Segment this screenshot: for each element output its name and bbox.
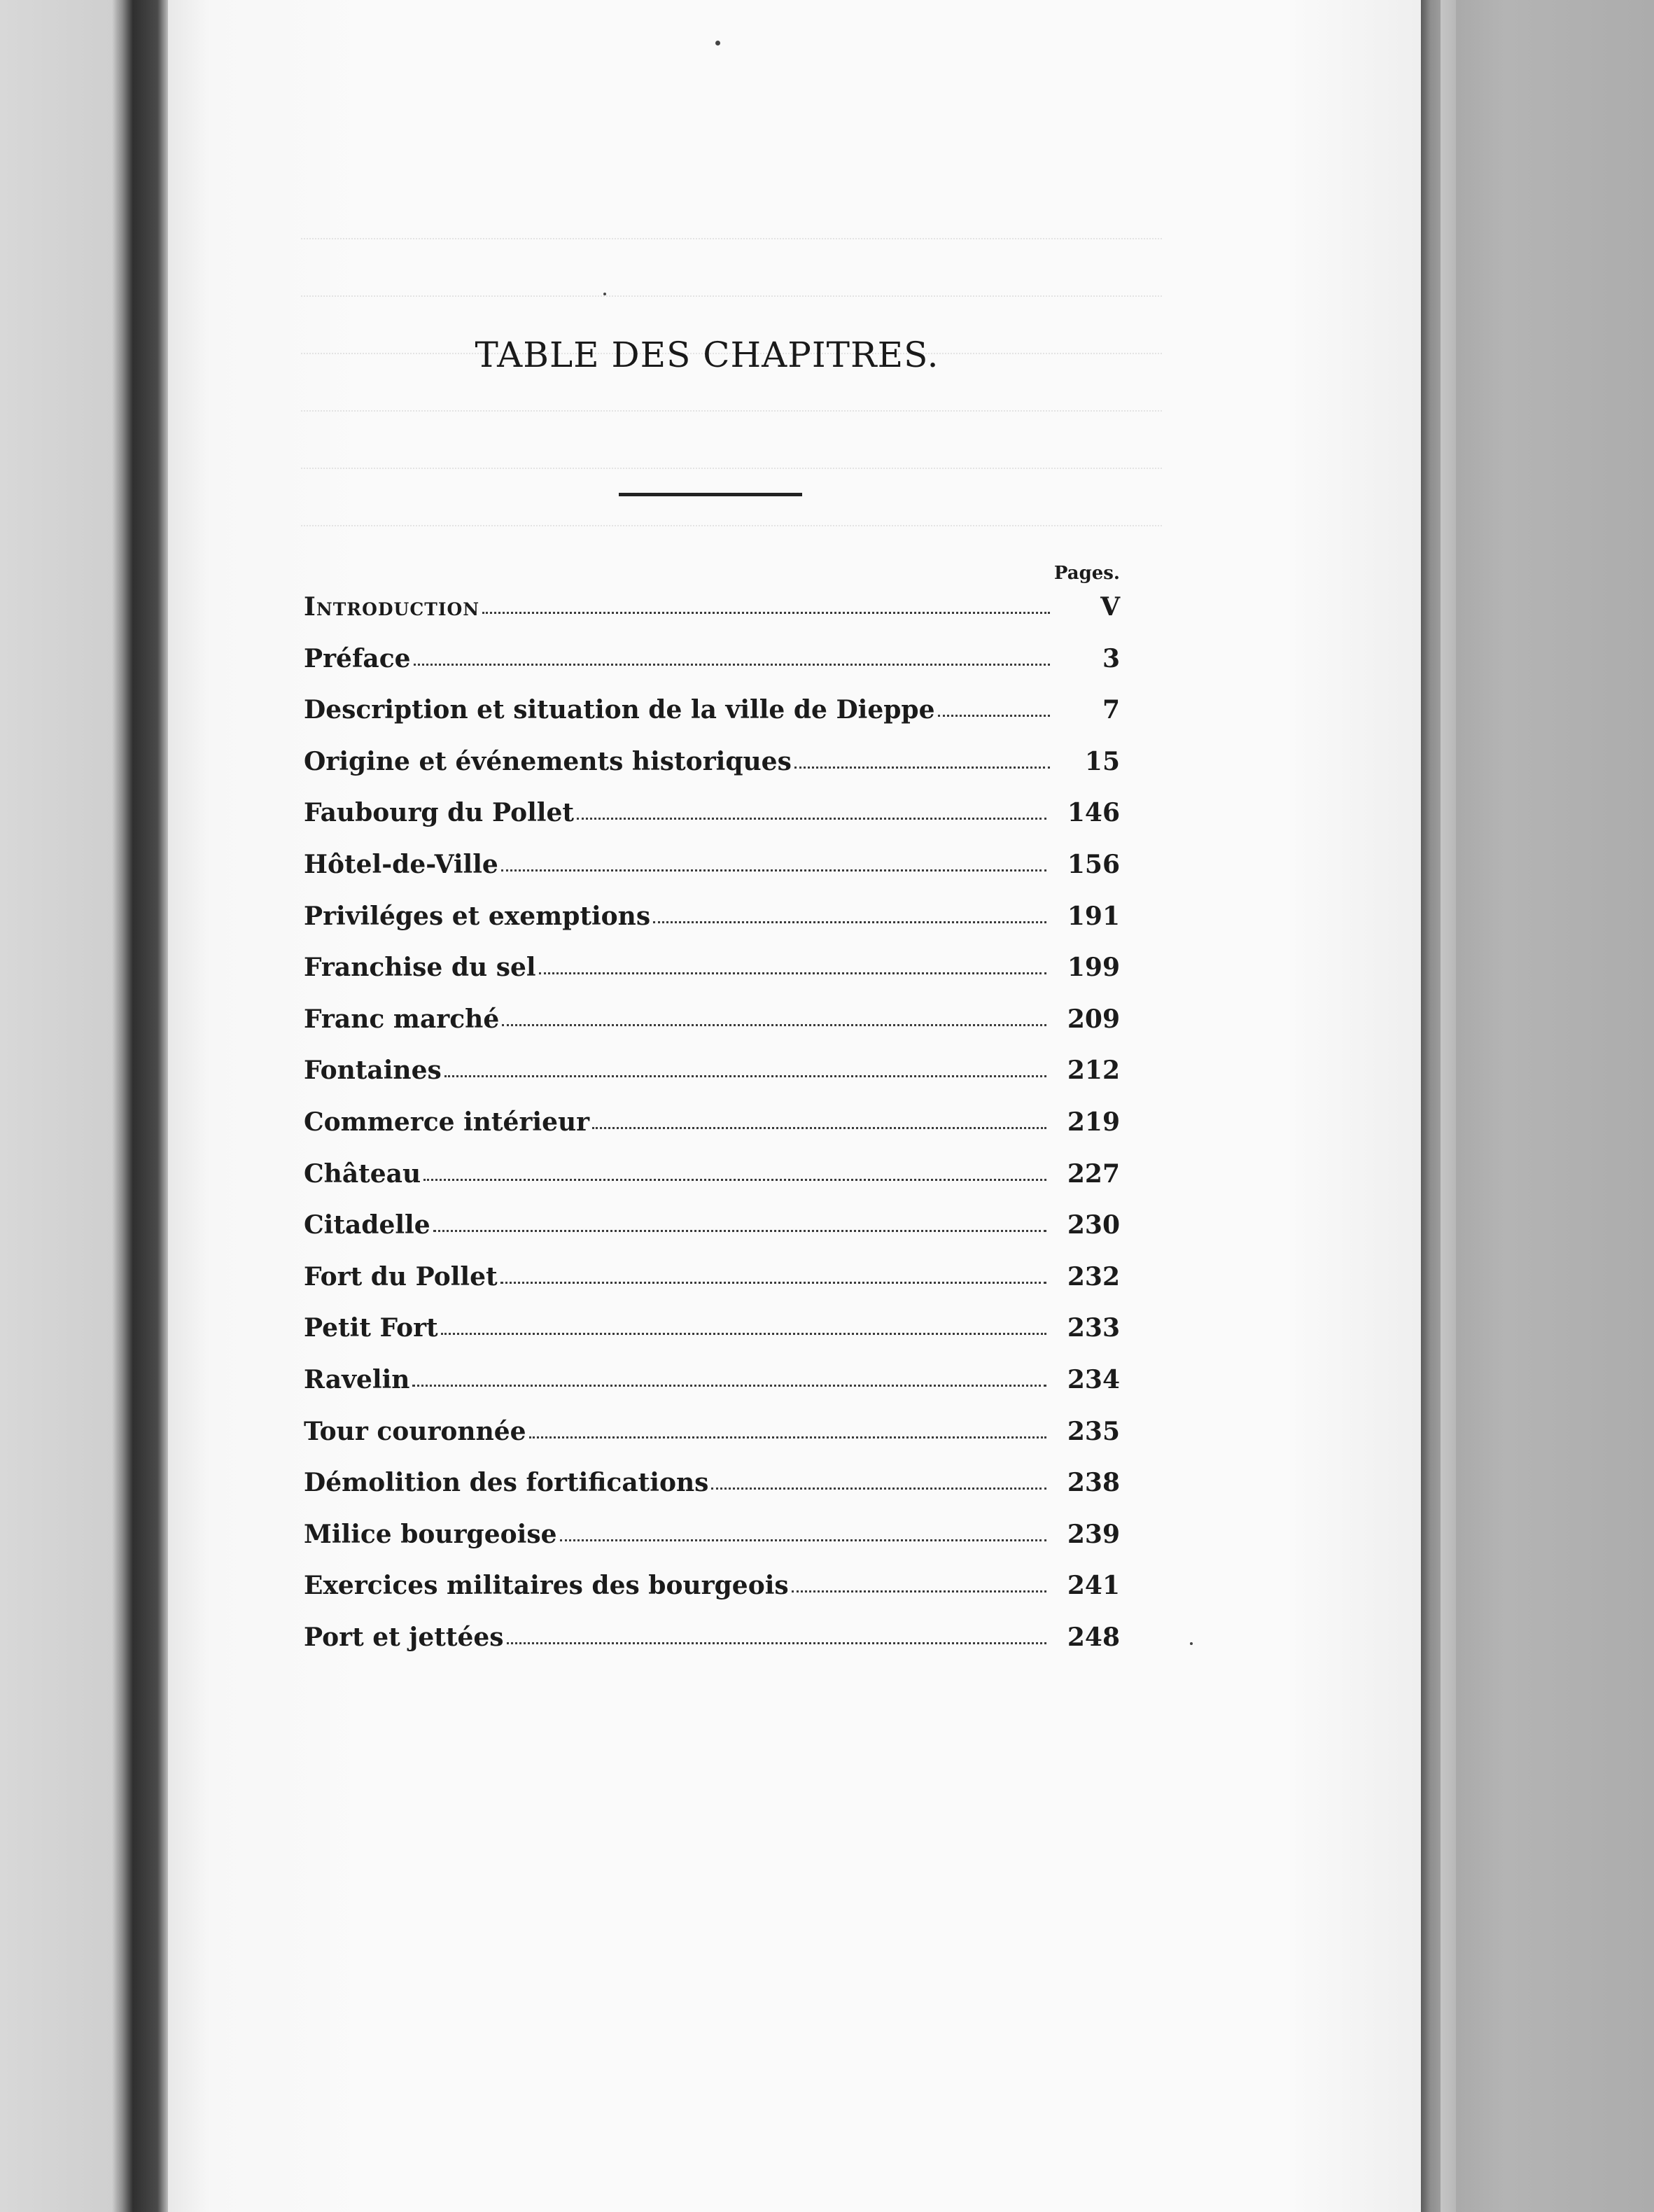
toc-entry-title: Priviléges et exemptions [304, 901, 651, 931]
dot-leader [938, 713, 1051, 717]
dot-leader [560, 1537, 1046, 1541]
dot-leader [441, 1331, 1046, 1335]
toc-entry-page: 227 [1067, 1158, 1120, 1189]
toc-entry-page: 233 [1067, 1313, 1120, 1343]
toc-entry-title: Petit Fort [304, 1313, 438, 1343]
dot-leader [529, 1434, 1046, 1438]
toc-entry [304, 1159, 1120, 1211]
speck [1190, 1642, 1193, 1645]
toc-entry-page: 232 [1067, 1261, 1120, 1292]
toc-entry-title: Franchise du sel [304, 953, 536, 983]
dot-leader [592, 1125, 1046, 1129]
toc-entry-page: 239 [1067, 1519, 1120, 1549]
dot-leader [792, 1588, 1046, 1592]
toc-entry [304, 1262, 1120, 1314]
toc-entry-page: V [1100, 592, 1120, 622]
toc-entry-title: Démolition des fortifications [304, 1468, 709, 1498]
toc-entry [304, 1004, 1120, 1056]
toc-entry-title: Origine et événements historiques [304, 746, 792, 776]
toc-entry-page: 230 [1067, 1210, 1120, 1240]
toc-entry-title: Introduction [304, 592, 480, 622]
toc-entry [304, 902, 1120, 953]
toc-entry-title: Hôtel-de-Ville [304, 849, 498, 879]
title-rule [619, 493, 802, 496]
toc-entry-title: Préface [304, 643, 411, 673]
dot-leader [414, 662, 1050, 666]
toc-entry-title: Tour couronnée [304, 1416, 526, 1446]
toc-entry-title: Ravelin [304, 1364, 410, 1394]
toc-entry-title: Milice bourgeoise [304, 1519, 557, 1549]
toc-entry-title: Commerce intérieur [304, 1107, 590, 1137]
toc-entry-title: Fort du Pollet [304, 1261, 498, 1292]
toc-entry [304, 1210, 1120, 1262]
toc-entry [304, 644, 1120, 696]
toc-entry [304, 798, 1120, 850]
dot-leader [444, 1073, 1046, 1077]
speck [715, 41, 720, 46]
page-title: TABLE DES CHAPITRES. [475, 335, 939, 375]
dot-leader [433, 1228, 1046, 1232]
toc-entry [304, 1571, 1120, 1623]
toc-entry-title: Citadelle [304, 1210, 430, 1240]
toc-entry [304, 1623, 1120, 1674]
dot-leader [501, 867, 1046, 872]
dot-leader [711, 1485, 1046, 1490]
toc-entry-title: Château [304, 1158, 421, 1189]
toc-entry-page: 146 [1067, 798, 1120, 828]
toc-entry-page: 209 [1067, 1004, 1120, 1034]
toc-entry [304, 1417, 1120, 1469]
toc-entry-title: Exercices militaires des bourgeois [304, 1571, 789, 1601]
dot-leader [500, 1280, 1046, 1284]
toc-entry [304, 592, 1120, 644]
dot-leader [794, 764, 1050, 769]
table-of-contents [304, 592, 1120, 1674]
scan-right-strip [1441, 0, 1456, 2212]
toc-entry-page: 7 [1102, 695, 1120, 725]
pages-column-header: Pages. [1053, 563, 1120, 584]
toc-entry-title: Port et jettées [304, 1622, 504, 1652]
toc-entry [304, 1313, 1120, 1365]
toc-entry-page: 199 [1067, 953, 1120, 983]
toc-entry [304, 1107, 1120, 1159]
toc-entry-page: 3 [1102, 643, 1120, 673]
toc-entry [304, 1056, 1120, 1107]
scan-left-margin [0, 0, 168, 2212]
toc-entry-page: 248 [1067, 1622, 1120, 1652]
toc-entry-page: 235 [1067, 1416, 1120, 1446]
speck [603, 293, 606, 295]
toc-entry [304, 850, 1120, 902]
toc-entry-page: 238 [1067, 1468, 1120, 1498]
toc-entry [304, 695, 1120, 747]
toc-entry-page: 219 [1067, 1107, 1120, 1137]
toc-entry [304, 747, 1120, 799]
toc-entry-title: Franc marché [304, 1004, 500, 1034]
toc-entry [304, 953, 1120, 1004]
dot-leader [412, 1382, 1046, 1387]
dot-leader [577, 816, 1046, 820]
dot-leader [653, 919, 1046, 923]
toc-entry [304, 1365, 1120, 1417]
toc-entry-page: 191 [1067, 901, 1120, 931]
toc-entry-page: 234 [1067, 1364, 1120, 1394]
dot-leader [502, 1022, 1046, 1026]
dot-leader [539, 970, 1046, 974]
dot-leader [423, 1177, 1046, 1181]
toc-entry-page: 241 [1067, 1571, 1120, 1601]
toc-entry-title: Fontaines [304, 1056, 442, 1086]
toc-entry [304, 1520, 1120, 1572]
dot-leader [507, 1640, 1046, 1644]
toc-entry-page: 15 [1084, 746, 1120, 776]
toc-entry-title: Description et situation de la ville de Dieppe [304, 695, 935, 725]
dot-leader [482, 610, 1050, 614]
toc-entry [304, 1468, 1120, 1520]
toc-entry-page: 156 [1067, 849, 1120, 879]
toc-entry-page: 212 [1067, 1056, 1120, 1086]
toc-entry-title: Faubourg du Pollet [304, 798, 574, 828]
